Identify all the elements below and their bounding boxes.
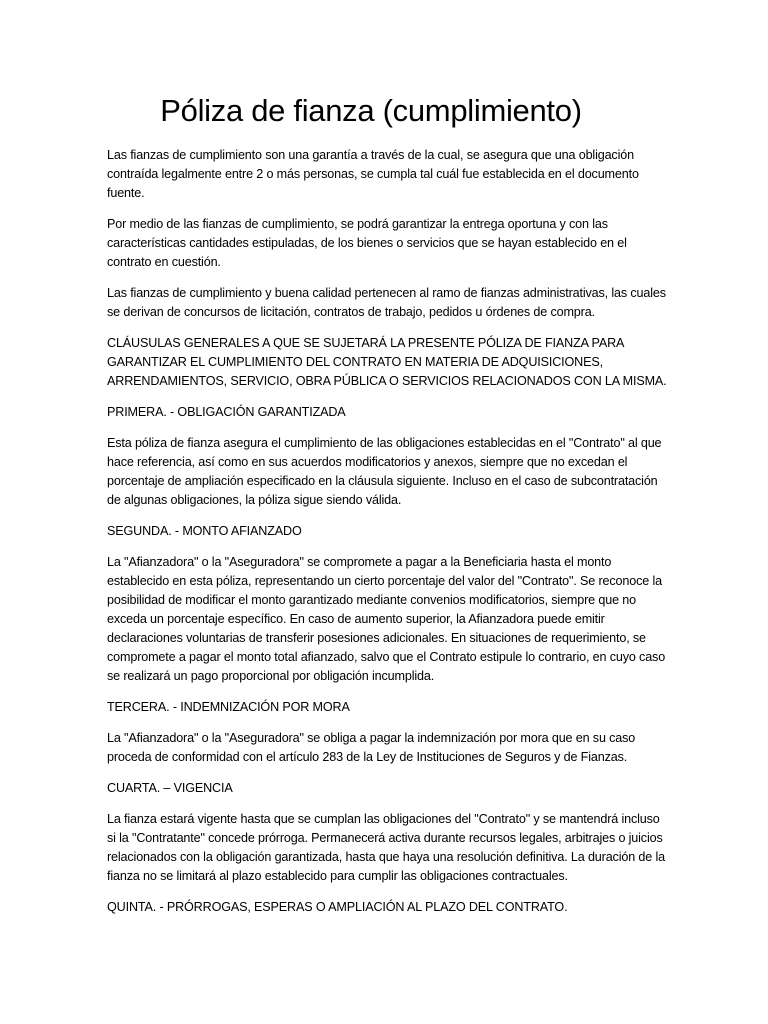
clause-heading-segunda: SEGUNDA. - MONTO AFIANZADO <box>107 524 302 538</box>
clause-heading-cuarta: CUARTA. – VIGENCIA <box>107 781 233 795</box>
paragraph-intro: Las fianzas de cumplimiento son una garantía a través de la cual, se asegura que una obligación contraída legalmente entre 2 o más personas, se cumpla tal cuál fue establecida en el documento fuente. <box>107 148 639 200</box>
clause-text-tercera: La "Afianzadora" o la "Aseguradora" se obliga a pagar la indemnización por mora que en su caso proceda de conformidad con el artículo 283 de la Ley de Instituciones de Seguros y de Fianzas. <box>107 731 636 764</box>
clause-heading-quinta: QUINTA. - PRÓRROGAS, ESPERAS O AMPLIACIÓN AL PLAZO DEL CONTRATO. <box>107 900 568 914</box>
clause-text-primera: Esta póliza de fianza asegura el cumplimiento de las obligaciones establecidas en el "Contrato" al que hace referencia, así como en sus acuerdos modificatorios y anexos, siempre que no excedan el porcentaje de ampliación especificado en la cláusula siguiente. Incluso en el caso de subcontratación de algunas obligaciones, la póliza sigue siendo válida. <box>107 436 662 507</box>
clauses-heading: CLÁUSULAS GENERALES A QUE SE SUJETARÁ LA PRESENTE PÓLIZA DE FIANZA PARA GARANTIZAR EL CUMPLIMIENTO DEL CONTRATO EN MATERIA DE ADQUISICIONES, ARRENDAMIENTOS, SERVICIO, OBRA PÚBLICA O SERVICIOS RELACIONADOS CON LA MISMA. <box>107 336 667 388</box>
paragraph-category: Las fianzas de cumplimiento y buena calidad pertenecen al ramo de fianzas administrativas, las cuales se derivan de concursos de licitación, contratos de trabajo, pedidos u órdenes de compra. <box>107 286 666 319</box>
clause-text-cuarta: La fianza estará vigente hasta que se cumplan las obligaciones del "Contrato" y se mantendrá incluso si la "Contratante" concede prórroga. Permanecerá activa durante recursos legales, arbitrajes o juicios relacionados con la obligación garantizada, hasta que haya una resolución definitiva. La duración de la fianza no se limitará al plazo establecido para cumplir las obligaciones contractuales. <box>107 812 665 883</box>
clause-text-segunda: La "Afianzadora" o la "Aseguradora" se compromete a pagar a la Beneficiaria hasta el monto establecido en esta póliza, representando un cierto porcentaje del valor del "Contrato". Se reconoce la posibilidad de modificar el monto garantizado mediante convenios modificatorios, siempre que no exceda un porcentaje específico. En caso de aumento superior, la Afianzadora puede emitir declaraciones voluntarias de transferir posesiones adicionales. En situaciones de requerimiento, se compromete a pagar el monto total afianzado, salvo que el Contrato estipule lo contrario, en cuyo caso se realizará un pago proporcional por obligación incumplida. <box>107 555 666 683</box>
clause-heading-tercera: TERCERA. - INDEMNIZACIÓN POR MORA <box>107 700 350 714</box>
document-title: Póliza de fianza (cumplimiento) <box>160 93 582 128</box>
document-body <box>107 146 667 929</box>
paragraph-purpose: Por medio de las fianzas de cumplimiento, se podrá garantizar la entrega oportuna y con las características cantidades estipuladas, de los bienes o servicios que se hayan establecido en el contrato en cuestión. <box>107 217 627 269</box>
clause-heading-primera: PRIMERA. - OBLIGACIÓN GARANTIZADA <box>107 405 346 419</box>
